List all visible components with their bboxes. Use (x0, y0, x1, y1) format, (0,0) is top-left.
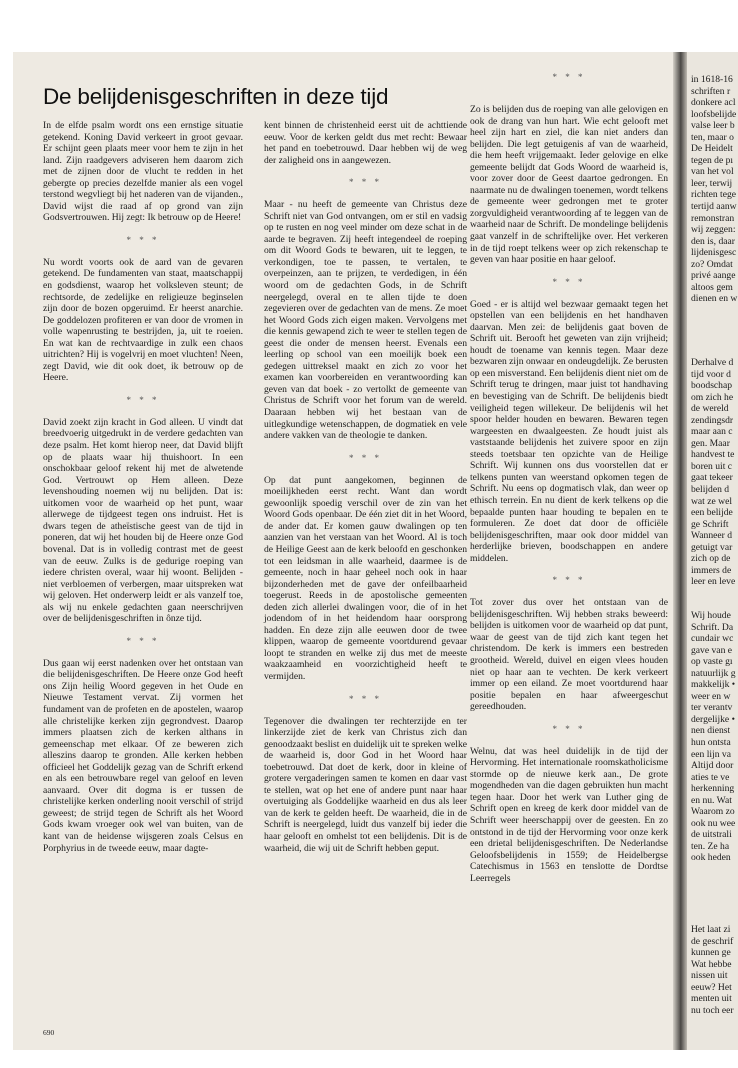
column-2 (264, 60, 467, 854)
section-divider: * * * (552, 276, 586, 287)
section-divider: * * * (552, 723, 586, 734)
paragraph: Tegenover die dwalingen ter rechterzijde en ter linkerzijde ziet de kerk van Christus zich dan genoodzaakt beslist en duidelijk uit te spreken welke de waarheid is, door God in het Woord haar toebetrouwd. Dat doet de kerk, door in kleine of grotere vergaderingen samen te komen en daar vast te stellen, wat op het ene of andere punt naar haar overtuiging als Goddelijke waarheid en dus als leer van de kerk te gelden heeft. De waarheid, die in de Schrift is neergelegd, luidt dus vanzelf bij ieder die haar gelooft en omhelst tot een belijdenis. Dit is de waarheid, die wij uit de Schrift hebben geput. (264, 715, 467, 854)
page-number: 690 (43, 1028, 55, 1037)
column-1 (43, 120, 243, 854)
magazine-spread (13, 52, 738, 1050)
facing-page-cropped (687, 52, 738, 1050)
page-gutter (673, 52, 687, 1050)
article-title: De belijdenisgeschriften in deze tijd (43, 84, 389, 109)
paragraph: Goed - er is altijd wel bezwaar gemaakt tegen het opstellen van een belijdenis en het handhaven daarvan. Men zei: de belijdenis gaat boven de Schrift uit. Berooft het geweten van zijn vrijheid; houdt de toename van kennis tegen. Maar deze bezwaren zijn onwaar en ondeugdelijk. Ze berusten op een misverstand. Een belijdenis dient niet om de Schrift terug te dringen, maar juist tot handhaving en bevestiging van de Schrift. De belijdenis biedt veiligheid tegen willekeur. De belijdenis wil het spoor helder houden en bewaren. Bewaren tegen wargeesten en dwaalgeesten. Ze houdt juist als vaststaande belijdenis het zuivere spoor en zijn steeds toetsbaar ten opzichte van de Heilige Schrift. Wij kunnen ons dus voorstellen dat er telkens punten van weerstand opkomen tegen de Schrift. Nu eens op dogmatisch vlak, dan weer op ethisch terrein. En nu dient de kerk telkens op die bepaalde punten haar houding te bepalen en te formuleren. Ze doet dat door de officiële belijdenisgeschriften, maar ook door middel van herderlijke brieven, boodschappen en andere middelen. (470, 298, 668, 564)
facing-page-text: in 1618-16 schriften r donkere acl loofsbelijde valse leer b ten, maar o De Heidelt tegen de pı van het vol leer, terwij richten tege tertijd aanw remonstran wij zeggen: den is, daar lijdenisgesc zo? Omdat privé aange altoos gem dienen en w (691, 74, 738, 305)
facing-page-text: Het laat zi de geschrif kunnen ge Wat hebbe nissen uit eeuw? Het menten uit nu toch eer (691, 924, 734, 1016)
left-page (13, 52, 673, 1050)
paragraph: Welnu, dat was heel duidelijk in de tijd der Hervorming. Het internationale roomskatholicisme stormde op de nieuwe kerk aan., De grote mogendheden van die dagen gebruikten hun macht tegen haar. Door het werk van Luther ging de Schrift open en kreeg de kerk door middel van de Schrift weer heerschappij over de geesten. En zo ontstond in de tijd der Hervorming voor onze kerk een drietal belijdenisgeschriften. De Nederlandse Geloofsbelijdenis in 1559; de Heidelbergse Catechismus in 1563 en tenslotte de Dordtse Leerregels (470, 745, 668, 884)
facing-page-text: Wij houde Schrift. Da cundair wc gave van e op vaste gı natuurlijk g makkelijk • weer en w ter verantv dergelijke • nen dienst hun ontsta een lijn va Altijd door aties te ve herkenning en nu. Wat Waarom zo ook nu wee de uitstrali ten. Ze ha ook heden (691, 610, 736, 864)
paragraph: Zo is belijden dus de roeping van alle gelovigen en ook de drang van hun hart. Wie echt gelooft met heel zijn hart en ziel, die kan niet anders dan belijden. Die legt getuigenis af van de waarheid, die hem heeft vrijgemaakt. Ieder gelovige en elke gemeente belijdt dat Gods Woord de waarheid is, voor zover door de Geest daartoe gedrongen. En naarmate nu de dwalingen toenemen, wordt telkens de gemeente weer gedrongen met te groter zorgvuldigheid verantwoording af te leggen van de waarheid naar de Schrift. De mondelinge belijdenis gaat vanzelf in de schriftelijke over. Het verkeren in de tijd roept telkens weer op zich rekenschap te geven van haar positie en haar geloof. (470, 104, 668, 266)
paragraph: Maar - nu heeft de gemeente van Christus deze Schrift niet van God ontvangen, om er stil en vadsig op te rusten en nog veel minder om deze schat in de aarde te begraven. Zij heeft integendeel de roeping om dit Woord Gods te bewaren, uit te leggen, te verkondigen, toe te passen, te vertalen, te overpeinzen, aan te prijzen, te verdedigen, in één woord om de gedachten Gods, in de Schrift neergelegd, overal en te allen tijde te doen zegevieren over de gedachten van de mens. Ze moet het Woord Gods zich eigen maken. Vervolgens met die kennis gewapend zich te weer te stellen tegen de geest die onder de mensen heerst. Evenals een leerling op school van een moeilijk boek een gedegen uittreksel maakt en zich zo voor het examen kan voorbereiden en verantwoording kan geven van dat boek - zo vertolkt de gemeente van Christus de Schrift voor het forum van de wereld. Daaraan hebben wij het bestaan van de uitlegkundige wetenschappen, de dogmatiek en vele andere vakken van de theologie te danken. (264, 199, 467, 442)
section-divider: * * * (349, 693, 382, 704)
facing-page-text: Derhalve d tijd voor d boodschap om zich he de wereld zendingsdr maar aan c gen. Maar handvest te boren uit c gaat tekeer belijden d wat ze wel een belijde ge Schrift Wanneer d getuigt var zich op de immers de leer en leve (691, 357, 736, 588)
section-divider: * * * (126, 394, 160, 405)
paragraph: Tot zover dus over het ontstaan van de belijdenisgeschriften. Wij hebben straks beweerd: belijden is uitkomen voor de waarheid op dat punt, waar de geest van de tijd zich kant tegen het christendom. De kerk is immers een bestreden grootheid. Wereld, duivel en eigen vlees houden niet op haar aan te vechten. De kerk verkeert immer op een eiland. Ze moet voortdurend haar positie bepalen en haar afweergeschut gereedhouden. (470, 597, 668, 713)
section-divider: * * * (349, 452, 382, 463)
column-3 (470, 72, 668, 884)
section-divider: * * * (126, 234, 160, 245)
paragraph: Dus gaan wij eerst nadenken over het ontstaan van die belijdenisgeschriften. De Heere onze God heeft ons Zijn heilig Woord gegeven in het Oude en Nieuwe Testament vervat. Zij vormen het fundament van de profeten en de apostelen, waarop alle christelijke kerken zijn gegrondvest. Daarop immers plaatsen zich de kerken althans in gemeenschap met elkaar. Of ze beweren zich alleszins daarop te gronden. Alle kerken hebben officieel het Goddelijk gezag van de Schrift erkend en als een betrouwbare regel van geloof en leven aanvaard. Over dit dogma is er tussen de christelijke kerken onderling nooit verschil of strijd geweest; de strijd tegen de Schrift als het Woord Gods kwam vroeger ook wel van buiten, van de kant van de heidense wijsgeren zoals Celsus en Porphyrius in de tweede eeuw, maar dagte- (43, 657, 243, 854)
section-divider: * * * (552, 72, 586, 82)
section-divider: * * * (349, 177, 382, 188)
paragraph: Op dat punt aangekomen, beginnen de moeilijkheden eerst recht. Want dan wordt gewoonlijk spoedig verschil over de zin van het Woord Gods openbaar. De één ziet dit in het Woord, de ander dat. Er komen gauw dwalingen op ten aanzien van het verstaan van het Woord. Al is toch de Heilige Geest aan de kerk beloofd en geschonken tot een leidsman in alle waarheid, daarmee is de gemeente, noch in haar geheel noch ook in haar bijzonderheden met de gave der onfeilbaarheid toegerust. Reeds in de apostolische gemeenten deden zich allerlei dwalingen voor, die of in het jodendom of in het heidendom haar oorsprong hadden. En deze zijn alle eeuwen door de twee klippen, waarop de gemeente voortdurend gevaar loopt te stranden en welke zij dus met de meeste waakzaamheid en voorzichtigheid heeft te vermijden. (264, 474, 467, 682)
paragraph: In de elfde psalm wordt ons een ernstige situatie getekend. Koning David verkeert in groot gevaar. Er schijnt geen plaats meer voor hem te zijn in het land. Zijn raadgevers adviseren hem daarom zich met de zijnen door de vlucht te redden in het gebergte op precies dezelfde manier als een vogel terstond wegvliegt bij het naderen van de vijanden., David wijst die raad af op grond van zijn Godsvertrouwen. Hij zegt: Ik betrouw op de Heere! (43, 120, 243, 224)
section-divider: * * * (126, 635, 160, 646)
paragraph: David zoekt zijn kracht in God alleen. U vindt dat breedvoerig uitgedrukt in de verdere gedachten van deze psalm. Het komt hierop neer, dat David blijft op de plaats waar hij thuishoort. In een onschokbaar geloof rekent hij met de alwetende God. Vertrouwt op Hem alleen. Deze levenshouding noemen wij nu belijden. Dat is: uitkomen voor de waarheid op het punt, waar allerwege de tijdgeest tegen ons indruist. Het is dwars tegen de atheïstische geest van de tijd in poneren, dat wij het houden bij de Heere onze God bovenal. Dat is in volledig contrast met de geest van de eeuw. Zulks is de gedurige roeping van iedere christen overal, waar hij woont. Belijden - niet verbloemen of verbergen, maar uitspreken wat wij geloven. Het onderwerp leidt er als vanzelf toe, als wij nu enkele gedachten gaan neerschrijven over de belijdenisgeschriften in ônze tijd. (43, 416, 243, 625)
paragraph: Nu wordt voorts ook de aard van de gevaren getekend. De fundamenten van staat, maatschappij en godsdienst, waarop het volksleven steunt; de rechtsorde, de zedelijke en religieuze beginselen zijn door de bozen opgeruimd. Er heerst anarchie. De goddelozen profiteren er van door de vromen in volle wapenrusting te bestrijden, ja, uit te roeien. En wat kan de rechtvaardige in zulk een chaos uitrichten? Hij is vogelvrij en moet vluchten! Neen, zegt David, wie dit ook doet, ik betrouw op de Heere. (43, 256, 243, 384)
section-divider: * * * (552, 575, 586, 586)
paragraph: kent binnen de christenheid eerst uit de achttiende eeuw. Voor de kerken geldt dus met recht: Bewaar het pand en toebetrouwd. Daar hebben wij de weg der zaligheid ons in aangewezen. (264, 120, 467, 166)
